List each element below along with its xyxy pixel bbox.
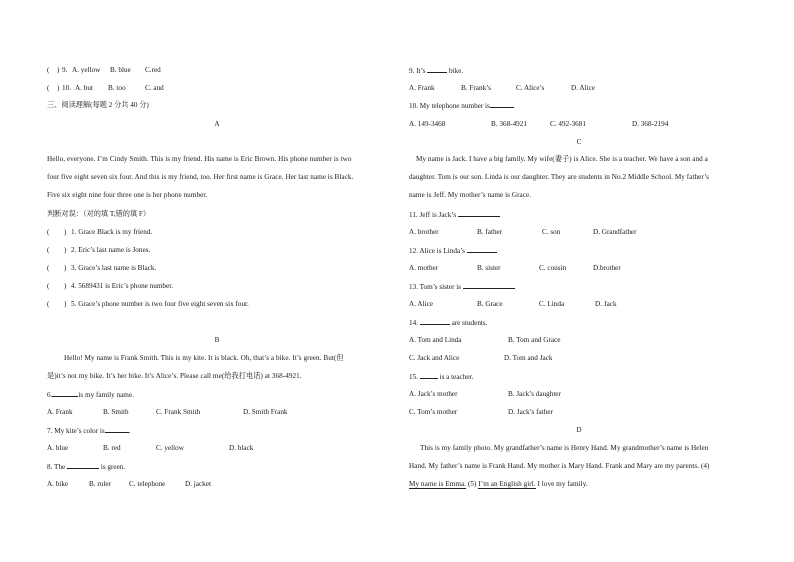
option-d: D. Alice [571,84,595,92]
option-b: B. father [477,228,503,236]
judge-title: 判断对误：（对的填 T,错的填 F） [47,210,151,218]
question-14: 14. are students. [409,319,488,327]
option-a: A. Frank [47,408,73,416]
option-a: A. mother [409,264,439,272]
answer-blank [458,209,500,217]
option-d: D. Jack’s father [508,408,553,416]
option-a: A. Tom and Linda [409,336,462,344]
option-c: C. Frank Smith [156,408,201,416]
option-d: D. 368-2194 [632,120,669,128]
answer-blank [467,245,497,253]
passage-a-line-1: Hello, everyone. I’m Cindy Smith. This is my friend. His name is Eric Brown. His phone number is two [47,155,352,163]
question-9-right: 9. It’s bike. [409,67,464,75]
option-d: D. Grandfather [593,228,637,236]
answer-blank [420,317,450,325]
option-c: C. Alice’s [516,84,545,92]
option-d: D. jacket [185,480,211,488]
option-c: C. Linda [539,300,565,308]
option-a: A. bike [47,480,69,488]
passage-c-label: C [576,138,582,146]
passage-d-line-1: This is my family photo. My grandfather’s name is Henry Hand. My grandmother’s name is Helen [420,444,709,452]
answer-blank [490,100,514,108]
option-b: B. Grace [477,300,503,308]
section-3-title: 三、阅读理解(每题 2 分共 40 分) [47,101,149,109]
answer-blank [427,65,447,73]
option-b: B. Frank’s [461,84,491,92]
question-15: 15. is a teacher. [409,373,474,381]
option-a: A. Alice [409,300,433,308]
option-b: B. blue [110,66,131,74]
question-13: 13. Tom’s sister is [409,281,761,292]
passage-d-line-2: Hand. My father’s name is Frank Hand. My mother is Mary Hand. Frank and Mary are my parents. (4) [409,462,710,470]
passage-b-line-2: 是)it’s not my bike. It’s her bike. It’s Alice’s. Please call me(给我打电话) at 368-4921. [47,372,302,380]
option-a: A. Jack’s mother [409,390,458,398]
passage-d-label: D [576,426,582,434]
option-a: A. but [75,84,93,92]
passage-c-line-2: daughter. Tom is our son. Linda is our daughter. They are students in No.2 Middle School. My father’s [409,173,709,181]
underlined-sentence-4: My name is Emma. [409,480,467,488]
question-6: 6. is my family name. [47,391,134,399]
right-column [409,0,759,562]
option-b: B. Smith [103,408,129,416]
option-c: C. yellow [156,444,184,452]
answer-blank [420,371,438,379]
option-d: D. Tom and Jack [504,354,553,362]
option-b: B. ruler [89,480,111,488]
passage-d-line-3: My name is Emma. (5) I’m an English girl. I love my family. [409,480,588,488]
underlined-sentence-5: I’m an English girl. [478,480,536,488]
option-c: C. Tom’s mother [409,408,458,416]
option-b: B. sister [477,264,501,272]
passage-c-line-3: name is Jeff. My mother’s name is Grace. [409,191,532,199]
question-11: 11. Jeff is Jack’s [409,209,761,220]
question-8: 8. The is green. [47,463,126,471]
option-c: C. Jack and Alice [409,354,460,362]
passage-a-line-3: Five six eight nine four three one is her phone number. [47,191,208,199]
option-a: A. brother [409,228,439,236]
option-b: B. 368-4921 [491,120,527,128]
answer-blank [105,425,129,433]
passage-c-line-1: My name is Jack. I have a big family. My wife(妻子) is Alice. She is a teacher. We have a son and a [416,155,708,163]
option-c: C. and [145,84,164,92]
option-d: D. black [229,444,254,452]
option-d: D. Jack [595,300,617,308]
option-c: C. son [542,228,561,236]
option-c: C. telephone [129,480,166,488]
option-a: A. 149-3468 [409,120,446,128]
question-7: 7. My kite’s color is . [47,427,131,435]
question-10-right: 10. My telephone number is [409,100,761,111]
option-b: B. Tom and Grace [508,336,561,344]
passage-b-line-1: Hello! My name is Frank Smith. This is my kite. It is black. Oh, that’s a bike. It’s green. But(但 [64,354,344,362]
answer-blank [52,389,78,397]
option-d: D. Smith Frank [243,408,288,416]
option-c: C.red [145,66,161,74]
left-column: ( ) 9. A. yellow B. blue C.red ( ) 10. A. but B. too C. and 三、阅读理解(每题 2 分共 40 分) A Hello, everyone. I’m Cindy Smith. This is my friend. His name is Eric Brown. His phone number is two four five eight seven six four. And this is my friend, too. Her first name is Grace. Her last name is Black. Five six eight nine four three one is her phone number. 判断对误：（对的填 T,错的填 F） ( ) 1. Grace Black is my friend. ( ) 2. Eric’s last name is Jones. ( ) 3. Grace’s last name is Black. ( ) 4. 5689431 is Eric’s phone number. ( ) 5. Grace’s phone number is two four five eight seven six four. B Hello! My name is Frank Smith. This is my kite. It is black. Oh, that’s a bike. It’s green. But(但 是)it’s not my bike. It’s her bike. It’s Alice’s. Please call me(给我打电话) at 368-4921. 6. is my family name. A. Frank B. Smith C. Frank Smith D. Smith Frank 7. My kite’s color is . A. blue B. red C. yellow D. black 8. The is green. A. bike B. ruler C. telephone D. jacket [47,0,397,562]
option-a: A. yellow [72,66,101,74]
option-b: B. Jack’s daughter [508,390,561,398]
option-c: C. 492-3681 [550,120,586,128]
passage-a-line-2: four five eight seven six four. And this is my friend, too. Her first name is Grace. Her last name is Black. [47,173,354,181]
option-c: C. cousin [539,264,567,272]
option-a: A. blue [47,444,69,452]
passage-a-label: A [214,120,220,128]
passage-b-label: B [214,336,220,344]
answer-blank [67,461,99,469]
answer-blank [463,281,515,289]
option-d: D.brother [593,264,621,272]
option-b: B. too [108,84,126,92]
option-a: A. Frank [409,84,435,92]
option-b: B. red [103,444,121,452]
question-12: 12. Alice is Linda’s [409,245,761,256]
